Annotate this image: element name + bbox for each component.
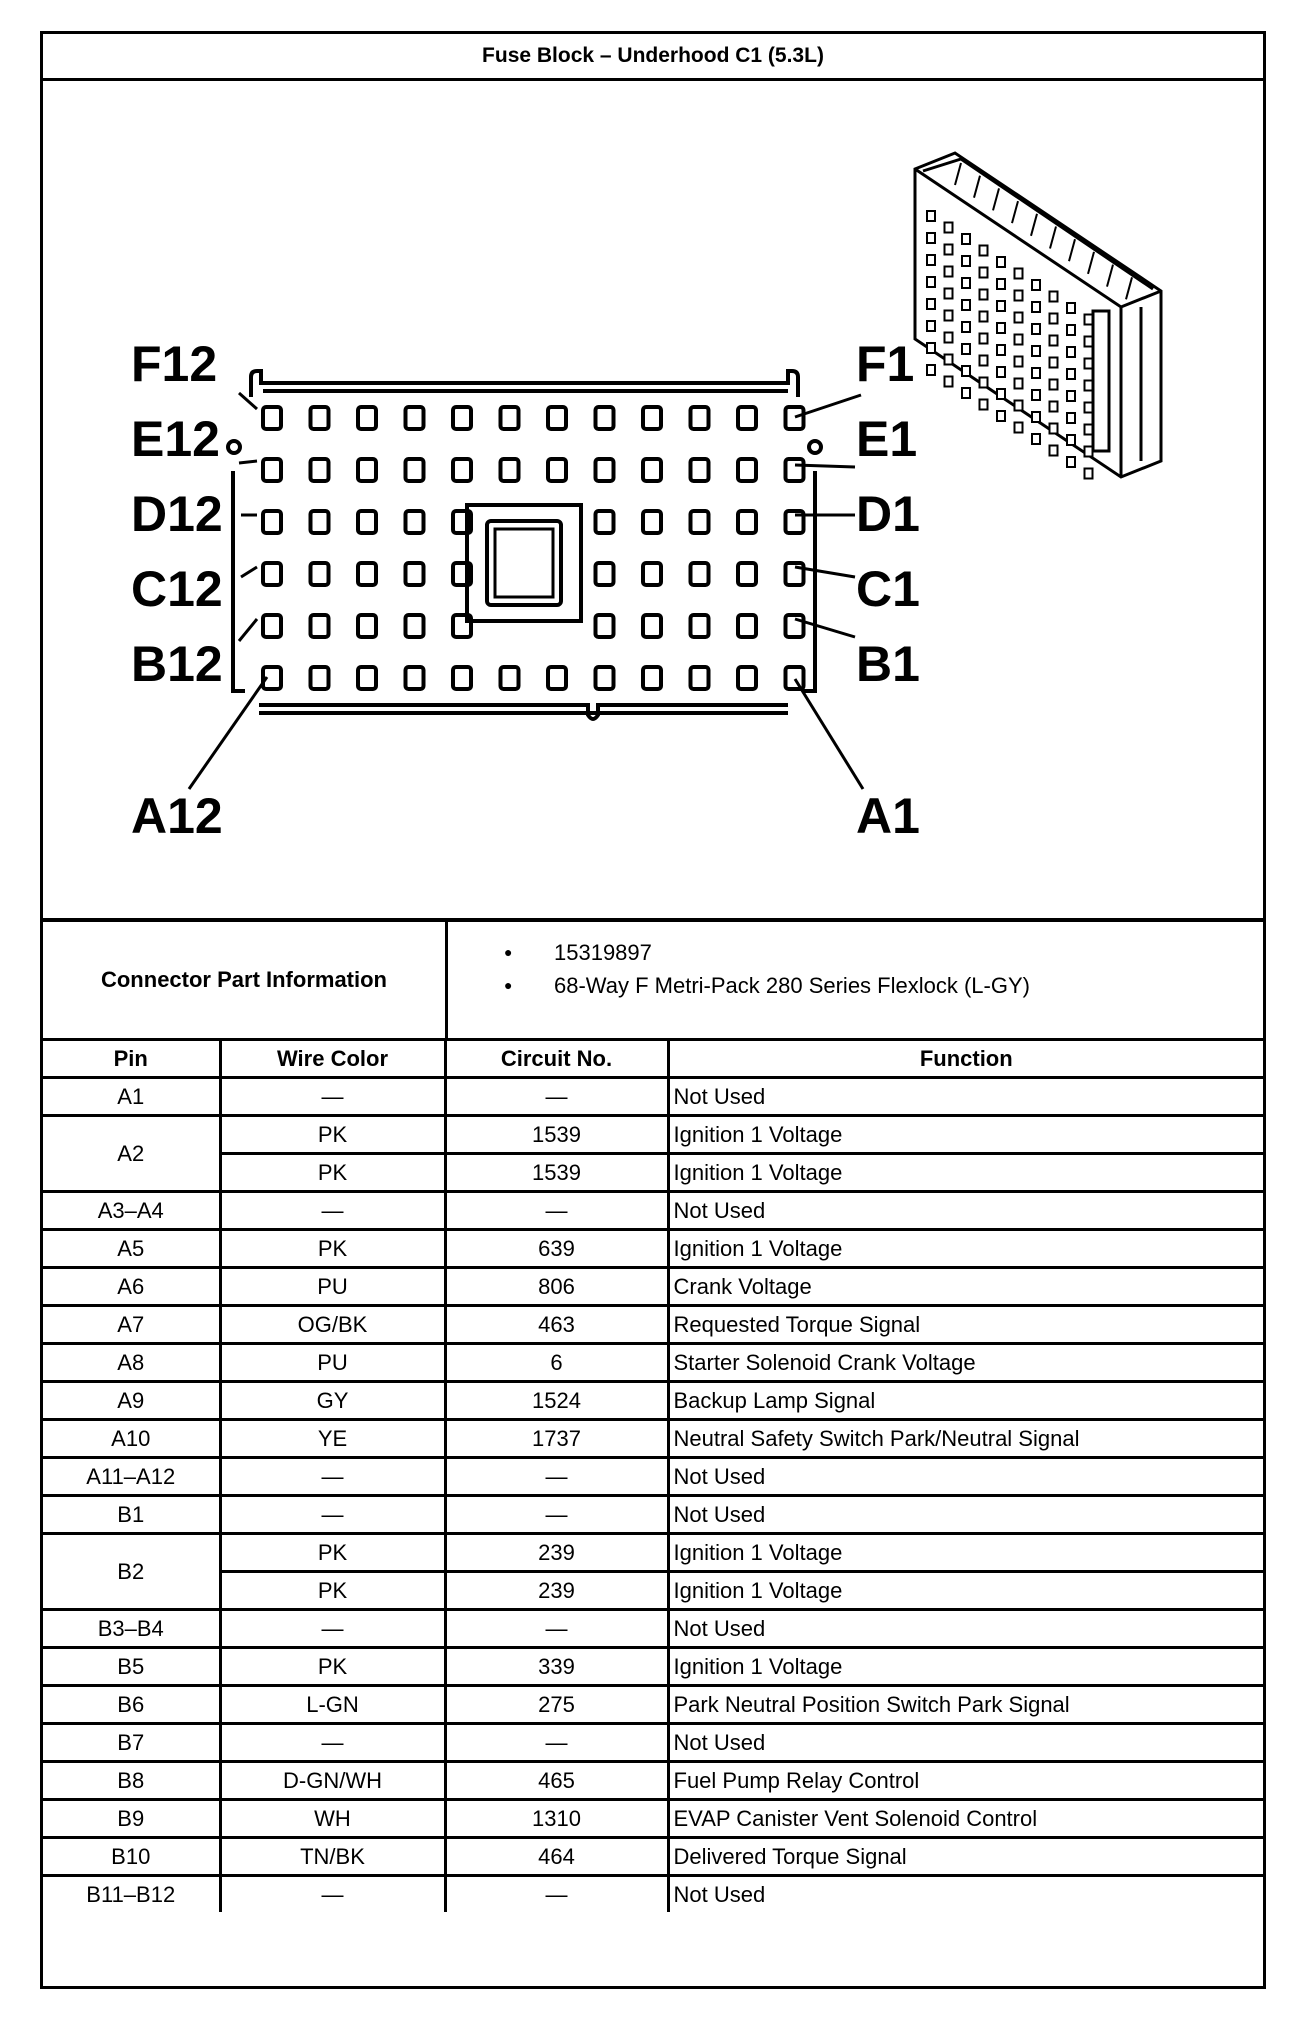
pin-cavity	[358, 459, 376, 481]
wire-color-cell: —	[220, 1610, 445, 1648]
connector-3d-pin	[980, 400, 988, 410]
table-row	[43, 1116, 1263, 1154]
connector-3d-pin	[1085, 447, 1093, 457]
connector-3d-pin	[945, 333, 953, 343]
connector-3d-pin	[1015, 313, 1023, 323]
function-cell: Ignition 1 Voltage	[668, 1534, 1263, 1572]
pin-cavity	[691, 511, 709, 533]
pin-cavity	[358, 511, 376, 533]
pin-cell: B9	[43, 1800, 220, 1838]
function-cell: Backup Lamp Signal	[668, 1382, 1263, 1420]
pin-cavity	[691, 615, 709, 637]
pin-cavity	[311, 459, 329, 481]
pin-cavity	[406, 667, 424, 689]
connector-3d-rib	[1088, 252, 1094, 274]
pin-cavity	[643, 667, 661, 689]
connector-3d-pin	[1015, 379, 1023, 389]
pin-cell: A1	[43, 1078, 220, 1116]
connector-3d-pin	[1050, 424, 1058, 434]
pin-cavity	[501, 667, 519, 689]
connector-3d-pin	[1067, 413, 1075, 423]
circuit-cell: —	[445, 1192, 668, 1230]
function-cell: Ignition 1 Voltage	[668, 1230, 1263, 1268]
label-c1: C1	[856, 561, 920, 617]
connector-3d-pin	[962, 388, 970, 398]
table-row	[43, 1876, 1263, 1913]
wire-color-cell: WH	[220, 1800, 445, 1838]
pin-cavity	[406, 459, 424, 481]
circuit-cell: 239	[445, 1534, 668, 1572]
connector-3d-pin	[1067, 457, 1075, 467]
wire-color-cell: PK	[220, 1230, 445, 1268]
connector-3d-pin	[1050, 314, 1058, 324]
connector-3d-pin	[962, 234, 970, 244]
connector-3d-pin	[1050, 402, 1058, 412]
wire-color-cell: PU	[220, 1344, 445, 1382]
connector-info-list	[448, 922, 1263, 1038]
circuit-cell: 1310	[445, 1800, 668, 1838]
connector-3d-pin	[1067, 325, 1075, 335]
connector-3d-pin	[1015, 401, 1023, 411]
connector-3d-pin	[927, 255, 935, 265]
pin-cell: B6	[43, 1686, 220, 1724]
connector-3d-pin	[1085, 425, 1093, 435]
table-row	[43, 1306, 1263, 1344]
circuit-cell: —	[445, 1876, 668, 1913]
function-cell: Not Used	[668, 1192, 1263, 1230]
connector-3d-pin	[962, 366, 970, 376]
circuit-cell: 6	[445, 1344, 668, 1382]
page-title: Fuse Block – Underhood C1 (5.3L)	[43, 34, 1263, 81]
pin-cavity	[406, 407, 424, 429]
wire-color-cell: —	[220, 1458, 445, 1496]
circuit-cell: 339	[445, 1648, 668, 1686]
circuit-cell: —	[445, 1496, 668, 1534]
pin-cell: A11–A12	[43, 1458, 220, 1496]
pin-cavity	[358, 615, 376, 637]
connector-3d-pin	[927, 211, 935, 221]
wire-color-cell: —	[220, 1496, 445, 1534]
wire-color-cell: —	[220, 1078, 445, 1116]
connector-3d-pin	[1050, 336, 1058, 346]
connector-3d-pin	[1015, 269, 1023, 279]
header-wire-color: Wire Color	[220, 1041, 445, 1078]
connector-3d-pin	[1032, 302, 1040, 312]
connector-3d-pin	[980, 246, 988, 256]
circuit-cell: —	[445, 1610, 668, 1648]
wire-color-cell: TN/BK	[220, 1838, 445, 1876]
pin-cell: A8	[43, 1344, 220, 1382]
label-f1: F1	[856, 336, 915, 392]
table-row	[43, 1078, 1263, 1116]
pin-cavity	[643, 407, 661, 429]
table-row	[43, 1724, 1263, 1762]
wire-color-cell: L-GN	[220, 1686, 445, 1724]
connector-info-label: Connector Part Information	[43, 922, 448, 1038]
pin-cavity	[358, 407, 376, 429]
pin-cavity	[548, 667, 566, 689]
pin-cavity	[311, 667, 329, 689]
function-cell: Not Used	[668, 1724, 1263, 1762]
connector-3d-pin	[962, 344, 970, 354]
wire-color-cell: GY	[220, 1382, 445, 1420]
table-row	[43, 1838, 1263, 1876]
label-d12: D12	[131, 486, 223, 542]
connector-description: ● 68-Way F Metri-Pack 280 Series Flexlock (L-GY)	[504, 969, 1263, 1002]
connector-3d-rib	[1069, 239, 1075, 261]
circuit-cell: —	[445, 1458, 668, 1496]
connector-3d-pin	[1067, 303, 1075, 313]
pin-cavity	[643, 615, 661, 637]
pin-cavity	[596, 667, 614, 689]
table-row	[43, 1192, 1263, 1230]
pin-cell: A3–A4	[43, 1192, 220, 1230]
connector-3d-pin	[1085, 315, 1093, 325]
connector-3d-pin	[997, 345, 1005, 355]
pin-cavity	[786, 459, 804, 481]
pin-cavity	[453, 407, 471, 429]
pin-cavity	[786, 563, 804, 585]
connector-3d-pin	[980, 290, 988, 300]
connector-3d-pin	[997, 323, 1005, 333]
connector-3d-pin	[1067, 435, 1075, 445]
table-row	[43, 1230, 1263, 1268]
table-row	[43, 1382, 1263, 1420]
connector-3d-rib	[1012, 201, 1018, 223]
wire-color-cell: —	[220, 1724, 445, 1762]
pin-cavity	[263, 459, 281, 481]
circuit-cell: 275	[445, 1686, 668, 1724]
center-latch	[467, 505, 581, 621]
connector-3d-pin	[997, 257, 1005, 267]
pin-cavity	[263, 615, 281, 637]
pin-cavity	[596, 615, 614, 637]
pin-cavity	[406, 511, 424, 533]
pin-cavity	[786, 615, 804, 637]
pin-cavity	[643, 563, 661, 585]
function-cell: Ignition 1 Voltage	[668, 1572, 1263, 1610]
pin-cavity	[738, 615, 756, 637]
wire-color-cell: —	[220, 1876, 445, 1913]
pin-cell: B7	[43, 1724, 220, 1762]
circuit-cell: 465	[445, 1762, 668, 1800]
label-f12: F12	[131, 336, 218, 392]
pin-cell: A10	[43, 1420, 220, 1458]
connector-3d-rib	[1031, 214, 1037, 236]
pin-cavity	[263, 563, 281, 585]
pin-cell: A2	[43, 1116, 220, 1192]
pin-cavity	[311, 511, 329, 533]
connector-3d-pin	[927, 321, 935, 331]
pin-cavity	[691, 407, 709, 429]
label-c12: C12	[131, 561, 223, 617]
connector-3d-pin	[962, 256, 970, 266]
connector-3d-rib	[1050, 227, 1056, 249]
connector-3d-pin	[1015, 291, 1023, 301]
connector-3d-pin	[997, 389, 1005, 399]
table-row	[43, 1344, 1263, 1382]
pin-cavity	[738, 459, 756, 481]
connector-3d-pin	[927, 277, 935, 287]
connector-3d-pin	[1032, 346, 1040, 356]
connector-3d-pin	[962, 300, 970, 310]
table-row	[43, 1496, 1263, 1534]
wire-color-cell: PK	[220, 1116, 445, 1154]
wire-color-cell: PU	[220, 1268, 445, 1306]
wire-color-cell: D-GN/WH	[220, 1762, 445, 1800]
table-row	[43, 1648, 1263, 1686]
connector-3d-pin	[945, 289, 953, 299]
connector-3d-pin	[945, 267, 953, 277]
connector-3d-rib	[993, 188, 999, 210]
circuit-cell: 463	[445, 1306, 668, 1344]
function-cell: Not Used	[668, 1610, 1263, 1648]
connector-3d-pin	[1085, 469, 1093, 479]
function-cell: Ignition 1 Voltage	[668, 1116, 1263, 1154]
table-row	[43, 1268, 1263, 1306]
pin-cavity	[501, 407, 519, 429]
circuit-cell: 1524	[445, 1382, 668, 1420]
pin-cell: B8	[43, 1762, 220, 1800]
pin-cell: B11–B12	[43, 1876, 220, 1913]
pin-cavity	[596, 407, 614, 429]
pin-cavity	[691, 459, 709, 481]
connector-3d-pin	[997, 411, 1005, 421]
pin-cell: A7	[43, 1306, 220, 1344]
function-cell: Crank Voltage	[668, 1268, 1263, 1306]
connector-3d-pin	[980, 312, 988, 322]
wire-color-cell: PK	[220, 1648, 445, 1686]
circuit-cell: 239	[445, 1572, 668, 1610]
connector-3d-pin	[1067, 347, 1075, 357]
pin-cavity	[453, 459, 471, 481]
connector-3d-pin	[945, 377, 953, 387]
header-function: Function	[668, 1041, 1263, 1078]
connector-3d-pin	[980, 334, 988, 344]
connector-3d-pin	[1015, 357, 1023, 367]
pin-cell: B5	[43, 1648, 220, 1686]
label-a12: A12	[131, 788, 223, 844]
pin-cavity	[643, 459, 661, 481]
pin-cell: A9	[43, 1382, 220, 1420]
connector-3d-pin	[962, 322, 970, 332]
circuit-cell: —	[445, 1078, 668, 1116]
pin-cavity	[311, 407, 329, 429]
pin-cavity	[596, 511, 614, 533]
pin-cell: A5	[43, 1230, 220, 1268]
connector-3d-pin	[1085, 359, 1093, 369]
function-cell: Not Used	[668, 1496, 1263, 1534]
connector-face-drawing	[43, 81, 1263, 918]
connector-3d-pin	[927, 233, 935, 243]
wire-color-cell: OG/BK	[220, 1306, 445, 1344]
label-a1: A1	[856, 788, 920, 844]
connector-3d-pin	[945, 311, 953, 321]
connector-part-info	[43, 922, 1263, 1041]
function-cell: Not Used	[668, 1876, 1263, 1913]
table-row	[43, 1800, 1263, 1838]
connector-sheet	[40, 31, 1266, 1989]
pin-cavity	[786, 407, 804, 429]
label-b1: B1	[856, 636, 920, 692]
wire-color-cell: YE	[220, 1420, 445, 1458]
connector-3d-rib	[974, 176, 980, 198]
table-row	[43, 1458, 1263, 1496]
connector-3d-pin	[1032, 280, 1040, 290]
connector-3d-pin	[997, 301, 1005, 311]
label-d1: D1	[856, 486, 920, 542]
pin-cavity	[453, 667, 471, 689]
circuit-cell: 639	[445, 1230, 668, 1268]
function-cell: Not Used	[668, 1458, 1263, 1496]
pin-cavity	[738, 563, 756, 585]
connector-3d-pin	[1085, 403, 1093, 413]
pin-cavity	[358, 667, 376, 689]
function-cell: EVAP Canister Vent Solenoid Control	[668, 1800, 1263, 1838]
connector-diagram	[43, 81, 1263, 922]
circuit-cell: —	[445, 1724, 668, 1762]
connector-3d-ribs	[955, 163, 1132, 299]
wire-color-cell: —	[220, 1192, 445, 1230]
pin-cavity	[643, 511, 661, 533]
table-header-row	[43, 1041, 1263, 1078]
circuit-cell: 1737	[445, 1420, 668, 1458]
label-b12: B12	[131, 636, 223, 692]
pin-cavity	[263, 407, 281, 429]
function-cell: Fuel Pump Relay Control	[668, 1762, 1263, 1800]
connector-3d-pin	[927, 365, 935, 375]
wire-color-cell: PK	[220, 1534, 445, 1572]
leader-lines	[189, 393, 863, 789]
pin-cavity	[596, 563, 614, 585]
label-e1: E1	[856, 411, 918, 467]
connector-3d-pin	[1085, 337, 1093, 347]
function-cell: Neutral Safety Switch Park/Neutral Signal	[668, 1420, 1263, 1458]
connector-3d-pin	[945, 245, 953, 255]
connector-3d-pin	[1050, 446, 1058, 456]
pin-cavity	[548, 459, 566, 481]
pin-cell: A6	[43, 1268, 220, 1306]
pin-cavity	[406, 615, 424, 637]
connector-3d-pin	[980, 268, 988, 278]
function-cell: Not Used	[668, 1078, 1263, 1116]
connector-3d-pin	[945, 223, 953, 233]
table-row	[43, 1610, 1263, 1648]
table-row	[43, 1686, 1263, 1724]
label-e12: E12	[131, 411, 220, 467]
part-number: ● 15319897	[504, 936, 1263, 969]
pin-cell: B1	[43, 1496, 220, 1534]
pin-cavity	[548, 407, 566, 429]
connector-3d-pin	[980, 356, 988, 366]
table-row	[43, 1572, 1263, 1610]
table-row	[43, 1534, 1263, 1572]
connector-3d-pin	[927, 299, 935, 309]
function-cell: Requested Torque Signal	[668, 1306, 1263, 1344]
connector-3d-pin	[1015, 423, 1023, 433]
connector-3d-pin	[997, 279, 1005, 289]
function-cell: Ignition 1 Voltage	[668, 1154, 1263, 1192]
connector-3d-pin	[1015, 335, 1023, 345]
pin-cavity	[738, 511, 756, 533]
circuit-cell: 806	[445, 1268, 668, 1306]
pinout-table	[43, 1041, 1263, 1912]
connector-3d-pin	[1050, 380, 1058, 390]
pin-grid	[263, 407, 804, 689]
function-cell: Park Neutral Position Switch Park Signal	[668, 1686, 1263, 1724]
circuit-cell: 1539	[445, 1116, 668, 1154]
connector-3d-pin	[1050, 292, 1058, 302]
pin-cell: B3–B4	[43, 1610, 220, 1648]
connector-3d-rib	[1126, 277, 1132, 299]
pin-cavity	[358, 563, 376, 585]
function-cell: Ignition 1 Voltage	[668, 1648, 1263, 1686]
wire-color-cell: PK	[220, 1572, 445, 1610]
connector-3d-pin	[927, 343, 935, 353]
pin-cavity	[311, 563, 329, 585]
connector-3d-pin	[1032, 434, 1040, 444]
connector-3d-pin	[1050, 358, 1058, 368]
pin-cavity	[738, 407, 756, 429]
connector-3d-rib	[955, 163, 961, 185]
function-cell: Starter Solenoid Crank Voltage	[668, 1344, 1263, 1382]
pin-cavity	[406, 563, 424, 585]
circuit-cell: 1539	[445, 1154, 668, 1192]
pin-cell: B10	[43, 1838, 220, 1876]
connector-3d-pin	[962, 278, 970, 288]
pin-cavity	[501, 459, 519, 481]
pin-cavity	[596, 459, 614, 481]
connector-3d-illustration	[915, 153, 1161, 479]
pin-cavity	[263, 511, 281, 533]
wire-color-cell: PK	[220, 1154, 445, 1192]
pin-cell: B2	[43, 1534, 220, 1610]
connector-3d-pin	[1067, 391, 1075, 401]
connector-3d-pin	[1032, 368, 1040, 378]
header-circuit-no: Circuit No.	[445, 1041, 668, 1078]
connector-3d-pin	[945, 355, 953, 365]
connector-3d-pin	[1085, 381, 1093, 391]
connector-3d-pin	[1032, 412, 1040, 422]
connector-3d-pin	[997, 367, 1005, 377]
connector-3d-pin	[1032, 390, 1040, 400]
function-cell: Delivered Torque Signal	[668, 1838, 1263, 1876]
pin-cavity	[691, 667, 709, 689]
table-row	[43, 1420, 1263, 1458]
connector-3d-rib	[1107, 265, 1113, 287]
connector-3d-pin	[1032, 324, 1040, 334]
circuit-cell: 464	[445, 1838, 668, 1876]
pin-cavity	[691, 563, 709, 585]
table-row	[43, 1154, 1263, 1192]
pin-cavity	[738, 667, 756, 689]
connector-3d-pin	[1067, 369, 1075, 379]
pin-cavity	[311, 615, 329, 637]
header-pin: Pin	[43, 1041, 220, 1078]
connector-3d-pin	[980, 378, 988, 388]
connector-3d-pins	[927, 211, 1093, 479]
table-row	[43, 1762, 1263, 1800]
